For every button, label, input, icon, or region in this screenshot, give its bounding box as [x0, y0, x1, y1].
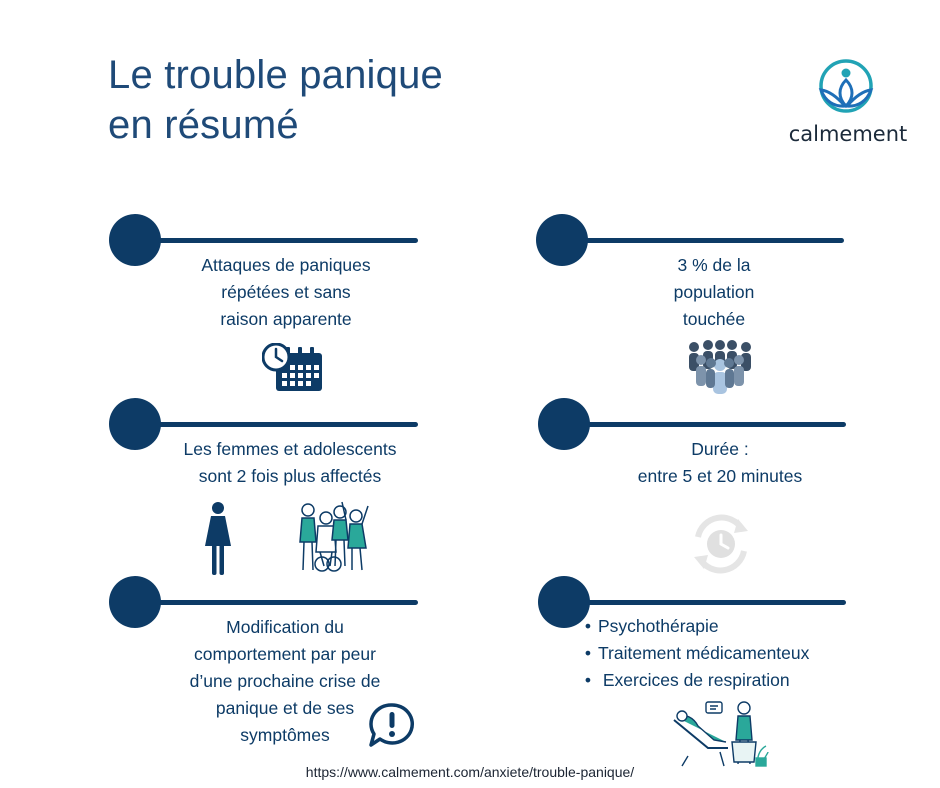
list-item: • Exercices de respiration	[578, 667, 809, 694]
section-line-treatments	[564, 600, 846, 605]
behavior-line: symptômes	[240, 725, 330, 745]
source-url[interactable]: https://www.calmement.com/anxiete/trouble-panique/	[305, 764, 635, 780]
population-text	[614, 252, 814, 333]
crowd-icon	[686, 340, 754, 396]
behavior-line: comportement par peur	[194, 644, 376, 664]
treatments-list	[578, 613, 809, 694]
lotus-logo-icon	[788, 58, 908, 120]
behavior-line: panique et de ses	[215, 698, 355, 718]
section-dot-women	[109, 398, 161, 450]
page-title	[108, 50, 443, 150]
attacks-text	[136, 252, 436, 333]
population-line: touchée	[682, 309, 746, 329]
women-group-illustration	[294, 496, 372, 576]
women-line: sont 2 fois plus affectés	[198, 466, 382, 486]
calmement-logo	[788, 58, 908, 148]
section-line-women	[135, 422, 418, 427]
attacks-line: répétées et sans	[221, 282, 351, 302]
alert-speech-icon	[368, 702, 416, 748]
duration-text	[600, 436, 840, 490]
page-title-line-1: Le trouble panique	[108, 53, 443, 97]
section-line-duration	[564, 422, 846, 427]
section-line-population	[562, 238, 844, 243]
behavior-line: Modification du	[226, 617, 344, 637]
women-line: Les femmes et adolescents	[183, 439, 397, 459]
attacks-line: raison apparente	[220, 309, 352, 329]
section-dot-duration	[538, 398, 590, 450]
duration-line: entre 5 et 20 minutes	[637, 466, 803, 486]
list-item: • Traitement médicamenteux	[578, 640, 809, 667]
section-line-behavior	[135, 600, 418, 605]
section-line-attacks	[135, 238, 418, 243]
duration-line: Durée :	[691, 439, 749, 459]
calendar-clock-icon	[262, 343, 324, 393]
clock-cycle-icon	[686, 509, 756, 579]
list-item: • Psychothérapie	[578, 613, 809, 640]
behavior-line: d’une prochaine crise de	[189, 671, 381, 691]
population-line: population	[673, 282, 755, 302]
population-line: 3 % de la	[677, 255, 751, 275]
attacks-line: Attaques de paniques	[201, 255, 371, 275]
brand-name: calmement	[788, 122, 908, 146]
woman-icon	[203, 502, 233, 576]
women-text	[160, 436, 420, 490]
therapy-session-illustration	[668, 696, 770, 768]
page-title-line-2: en résumé	[108, 103, 299, 147]
section-dot-population	[536, 214, 588, 266]
